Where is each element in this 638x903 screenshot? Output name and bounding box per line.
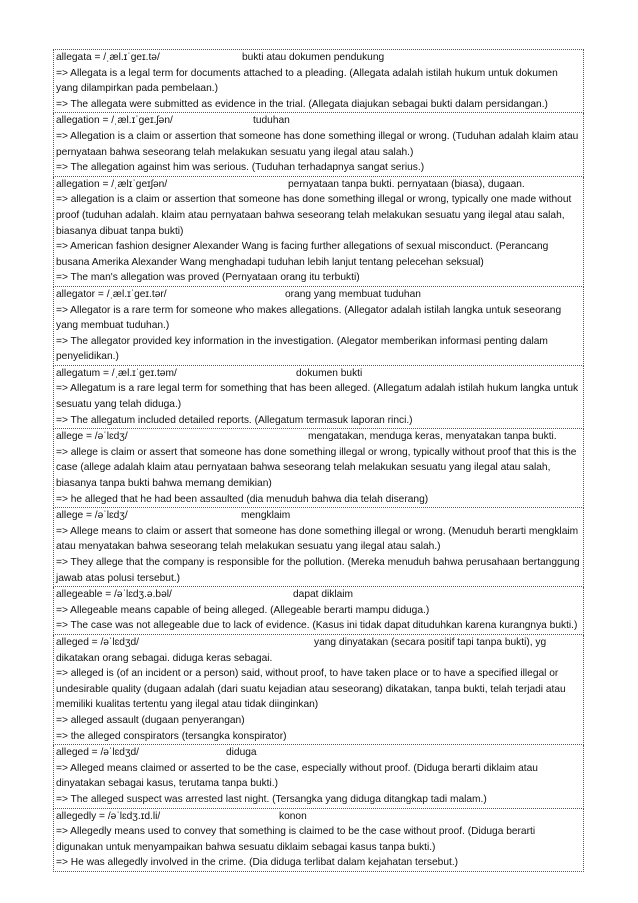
entry-headword-line (56, 508, 581, 524)
entry-headword-line (56, 177, 581, 193)
entry-example-line: => The allegator provided key information in the investigation. (Alegator memberikan informasi penting dalam penyelidikan.) (56, 335, 548, 363)
entry-translation: dapat diklaim (293, 589, 354, 601)
entry-example-line: => They allege that the company is responsible for the pollution. (Mereka menuduh bahwa perusahaan bertanggung jawab atas polusi tersebut.) (56, 557, 580, 584)
entry-headword-line (56, 587, 581, 603)
dictionary-entry (53, 366, 584, 429)
entry-translation: mengatakan, menduga keras, menyatakan tanpa bukti. (308, 431, 557, 443)
entry-translation: konon (279, 810, 307, 822)
entry-term: allege = /əˈlɛdʒ/ (56, 431, 128, 443)
entry-translation: bukti atau dokumen pendukung (242, 52, 385, 63)
entry-headword-line (56, 113, 581, 129)
entry-example-line: => alleged assault (dugaan penyerangan) (56, 714, 245, 726)
entry-term: allegation = /ˌæl.ɪˈɡeɪ.ʃən/ (56, 115, 173, 127)
entry-example-line: => Allege means to claim or assert that someone has done something illegal or wrong. (Menuduh berarti mengklaim atau menyatakan bahwa seseorang telah melakukan sesuatu yang ilegal atau salah.) (56, 525, 579, 553)
entry-headword-line (56, 50, 581, 66)
entry-example-line: => he alleged that he had been assaulted (dia menuduh bahwa dia telah diserang) (56, 493, 429, 505)
entry-example-line: => Allegata is a legal term for documents attached to a pleading. (Allegata adalah istilah hukum untuk dokumen yang dilampirkan pada pembelaan.) (56, 67, 558, 95)
entry-example-line: => The case was not allegeable due to lack of evidence. (Kasus ini tidak dapat dituduhkan karena kurangnya bukti.) (56, 620, 578, 632)
entry-headword-line (56, 635, 581, 666)
entry-translation: tuduhan (253, 115, 290, 127)
dictionary-entry (53, 809, 584, 872)
entry-headword-line (56, 809, 581, 825)
entry-example-line: => the alleged conspirators (tersangka konspirator) (56, 730, 287, 742)
entry-example-line: => The allegata were submitted as evidence in the trial. (Allegata diajukan sebagai bukti dalam persidangan.) (56, 98, 548, 110)
entry-example-line: => The alleged suspect was arrested last night. (Tersangka yang diduga ditangkap tadi malam.) (56, 793, 487, 805)
dictionary-entry (53, 113, 584, 176)
entry-example-line: => Allegatum is a rare legal term for something that has been alleged. (Allegatum adalah istilah hukum langka untuk sesuatu yang telah diduga.) (56, 383, 579, 411)
entry-headword-line (56, 745, 581, 761)
entry-term: allegeable = /əˈlɛdʒ.ə.bəl/ (56, 589, 172, 601)
dictionary-entry (53, 49, 584, 113)
entry-translation: pernyataan tanpa bukti. pernyataan (biasa), dugaan. (288, 178, 525, 190)
entry-headword-line (56, 366, 581, 382)
entry-example-line: => He was allegedly involved in the crime. (Dia diduga terlibat dalam kejahatan tersebut.) (56, 857, 459, 869)
dictionary-table (53, 49, 584, 872)
dictionary-entry (53, 745, 584, 808)
entry-translation: yang dinyatakan (secara positif tapi tanpa bukti), yg dikatakan orang sebagai. diduga keras sebagai. (56, 636, 547, 664)
entry-term: allege = /əˈlɛdʒ/ (56, 510, 128, 522)
entry-term: allegata = /ˌæl.ɪˈɡeɪ.tə/ (56, 52, 160, 63)
dictionary-entry (53, 287, 584, 366)
entry-term: alleged = /əˈlɛdʒd/ (56, 747, 140, 759)
entry-term: alleged = /əˈlɛdʒd/ (56, 636, 140, 648)
entry-example-line: => alleged is (of an incident or a person) said, without proof, to have taken place or to have a specified illegal or undesirable quality (dugaan adalah (dari suatu kejadian atau seseorang) dikatakan, tanpa bukti, telah terjadi atau memiliki kualitas tertentu yang ilegal atau tidak diinginkan) (56, 668, 566, 711)
entry-term: allegedly = /əˈlɛdʒ.ɪd.li/ (56, 810, 161, 822)
entry-term: allegator = /ˌæl.ɪˈɡeɪ.tər/ (56, 288, 167, 300)
dictionary-entry (53, 635, 584, 745)
entry-example-line: => The allegation against him was serious. (Tuduhan terhadapnya sangat serius.) (56, 162, 425, 174)
entry-example-line: => allege is claim or assert that someone has done something illegal or wrong, typically without proof that this is the case (allege adalah klaim atau pernyataan bahwa seseorang telah melakukan sesuatu yang ilegal atau salah, biasanya tanpa bukti bahwa memang demikian) (56, 446, 577, 490)
entry-example-line: => Allegeable means capable of being alleged. (Allegeable berarti mampu diduga.) (56, 604, 430, 616)
entry-translation: dokumen bukti (296, 367, 363, 379)
dictionary-entry (53, 429, 584, 508)
entry-example-line: => Allegation is a claim or assertion that someone has done something illegal or wrong. (Tuduhan adalah klaim atau pernyataan bahwa seseorang telah melakukan sesuatu yang ilegal atau salah.) (56, 130, 579, 158)
entry-translation: mengklaim (241, 510, 291, 522)
dictionary-entry (53, 587, 584, 635)
entry-example-line: => American fashion designer Alexander Wang is facing further allegations of sexual misconduct. (Perancang busana Amerika Alexander Wang menghadapi tuduhan lebih lanjut tentang pelecehan seksual) (56, 241, 549, 268)
entry-example-line: => The allegatum included detailed reports. (Allegatum termasuk laporan rinci.) (56, 414, 413, 426)
entry-translation: diduga (226, 747, 257, 759)
entry-example-line: => Allegator is a rare term for someone who makes allegations. (Allegator adalah istilah langka untuk seseorang yang membuat tuduhan.) (56, 304, 562, 332)
entry-example-line: => Allegedly means used to convey that something is claimed to be the case without proof. (Diduga berarti digunakan untuk menyampaikan bahwa sesuatu diklaim sebagai kasus tanpa bukti.) (56, 826, 536, 853)
entry-headword-line (56, 429, 581, 445)
entry-term: allegatum = /ˌæl.ɪˈɡeɪ.təm/ (56, 367, 177, 379)
dictionary-entry (53, 177, 584, 287)
entry-translation: orang yang membuat tuduhan (285, 288, 421, 300)
dictionary-entry (53, 508, 584, 587)
entry-example-line: => Alleged means claimed or asserted to be the case, especially without proof. (Diduga berarti diklaim atau dinyatakan sebagai kasus, terutama tanpa bukti.) (56, 762, 538, 790)
entry-term: allegation = /ˌælɪˈɡeɪʃən/ (56, 178, 168, 190)
entry-example-line: => allegation is a claim or assertion that someone has done something illegal or wrong, typically one made without proof (tuduhan adalah. klaim atau pernyataan bahwa seseorang telah melakukan sesuatu yang ilegal atau salah, biasanya dibuat tanpa bukti) (56, 194, 572, 237)
entry-headword-line (56, 287, 581, 303)
entry-example-line: => The man's allegation was proved (Pernyataan orang itu terbukti) (56, 272, 360, 284)
